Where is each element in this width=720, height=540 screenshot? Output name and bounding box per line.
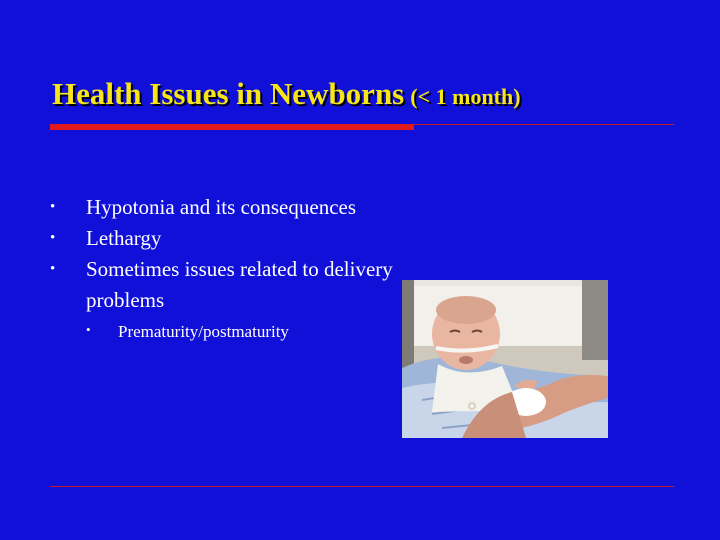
- bullet-item: [48, 192, 408, 223]
- bullet-item: [48, 223, 408, 254]
- sub-bullet-text: Prematurity/postmaturity: [118, 322, 289, 341]
- bullet-text: Hypotonia and its consequences: [86, 195, 357, 219]
- bullet-dot-icon: •: [50, 261, 56, 277]
- bullet-text: Lethargy: [86, 226, 162, 250]
- newborn-photo: [402, 280, 608, 438]
- sub-bullet-item: [86, 320, 408, 344]
- title-underline-thick: [50, 124, 414, 130]
- bullet-list: [48, 192, 408, 344]
- sub-bullet-dot-icon: •: [86, 322, 91, 337]
- title-underline-thin: [414, 124, 674, 125]
- slide-title: [52, 76, 521, 112]
- bullet-item: [48, 254, 408, 316]
- footer-rule: [50, 486, 674, 487]
- bullet-dot-icon: •: [50, 199, 56, 215]
- bullet-text: Sometimes issues related to delivery problems: [86, 257, 393, 312]
- slide-title-main: Health Issues in Newborns: [52, 76, 405, 111]
- bullet-dot-icon: •: [50, 230, 56, 246]
- slide-title-note: (< 1 month): [410, 84, 521, 109]
